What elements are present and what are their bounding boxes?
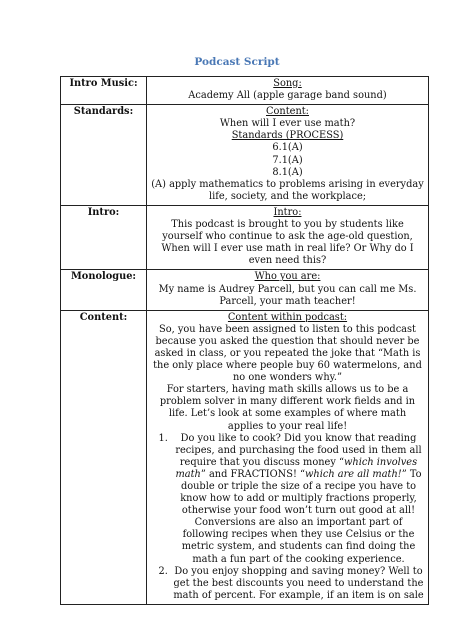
monologue-text: My name is Audrey Parcell, but you can call me Ms. Parcell, your math teacher! bbox=[158, 283, 417, 307]
item-1-text-c: ” To double or triple the size of a recipe you have to know how to add or multiply fractions properly, otherwise your food won’t turn out good at all! Conversions are also an important part of following recipes when they use Celsius or the metric system, and students can find doing the math a fun part of the cooking experience. bbox=[180, 468, 422, 565]
row-body-standards bbox=[147, 105, 429, 206]
content-paragraph-1: So, you have been assigned to listen to this podcast because you asked the question that should never be asked in class, or you repeated the joke that “Math is the only place where people buy 60 watermelons, and no one wonders why.” bbox=[153, 323, 422, 384]
item-2-text: Do you enjoy shopping and saving money? Well to get the best discounts you need to understand the math of percent. For example, if an item is on sale bbox=[173, 565, 424, 601]
row-label-content: Content: bbox=[61, 310, 147, 604]
intro-heading: Intro: bbox=[273, 206, 302, 218]
table-row-content bbox=[61, 310, 429, 604]
song-text: Academy All (apple garage band sound) bbox=[188, 90, 387, 102]
content-paragraph-2: For starters, having math skills allows us to be a problem solver in many different work fields and in life. Let’s look at some examples of where math applies to your real life! bbox=[159, 384, 416, 432]
row-body-content bbox=[147, 310, 429, 604]
table-row-intro bbox=[61, 205, 429, 269]
monologue-heading: Who you are: bbox=[254, 271, 321, 283]
row-label-intro: Intro: bbox=[61, 205, 147, 269]
item-1-emphasis-1: which involves math bbox=[175, 456, 418, 480]
row-body-intro-music bbox=[147, 77, 429, 105]
intro-text: This podcast is brought to you by students like yourself who continue to ask the age-old question, When will I ever use math in real life? Or Why do I even need this? bbox=[161, 219, 414, 267]
examples-list bbox=[151, 433, 424, 602]
standard-code: 7.1(A) bbox=[272, 154, 303, 166]
standard-code: 6.1(A) bbox=[272, 142, 303, 154]
item-1-text-a: Do you like to cook? Did you know that reading recipes, and purchasing the food used in them all require that you discuss money “ bbox=[175, 432, 422, 468]
row-label-monologue: Monologue: bbox=[61, 270, 147, 310]
row-body-monologue bbox=[147, 270, 429, 310]
row-label-standards: Standards: bbox=[61, 105, 147, 206]
content-within-heading: Content within podcast: bbox=[227, 311, 348, 323]
list-item bbox=[171, 566, 424, 602]
script-table bbox=[60, 76, 429, 605]
item-1-text-b: ” and FRACTIONS! “ bbox=[200, 468, 306, 480]
item-1-emphasis-2: which are all math! bbox=[305, 468, 402, 480]
standard-code: 8.1(A) bbox=[272, 166, 303, 178]
row-body-intro bbox=[147, 205, 429, 269]
table-row-standards bbox=[61, 105, 429, 206]
content-heading: Content: bbox=[266, 106, 309, 118]
table-row-intro-music bbox=[61, 77, 429, 105]
document-title: Podcast Script bbox=[194, 56, 280, 68]
list-item bbox=[171, 433, 424, 566]
table-row-monologue bbox=[61, 270, 429, 310]
standards-question: When will I ever use math? bbox=[219, 118, 356, 130]
standards-subheading: Standards (PROCESS) bbox=[231, 130, 344, 142]
song-heading: Song: bbox=[273, 78, 302, 89]
row-label-intro-music: Intro Music: bbox=[61, 77, 147, 105]
standards-description: (A) apply mathematics to problems arising in everyday life, society, and the workplace; bbox=[151, 178, 424, 202]
